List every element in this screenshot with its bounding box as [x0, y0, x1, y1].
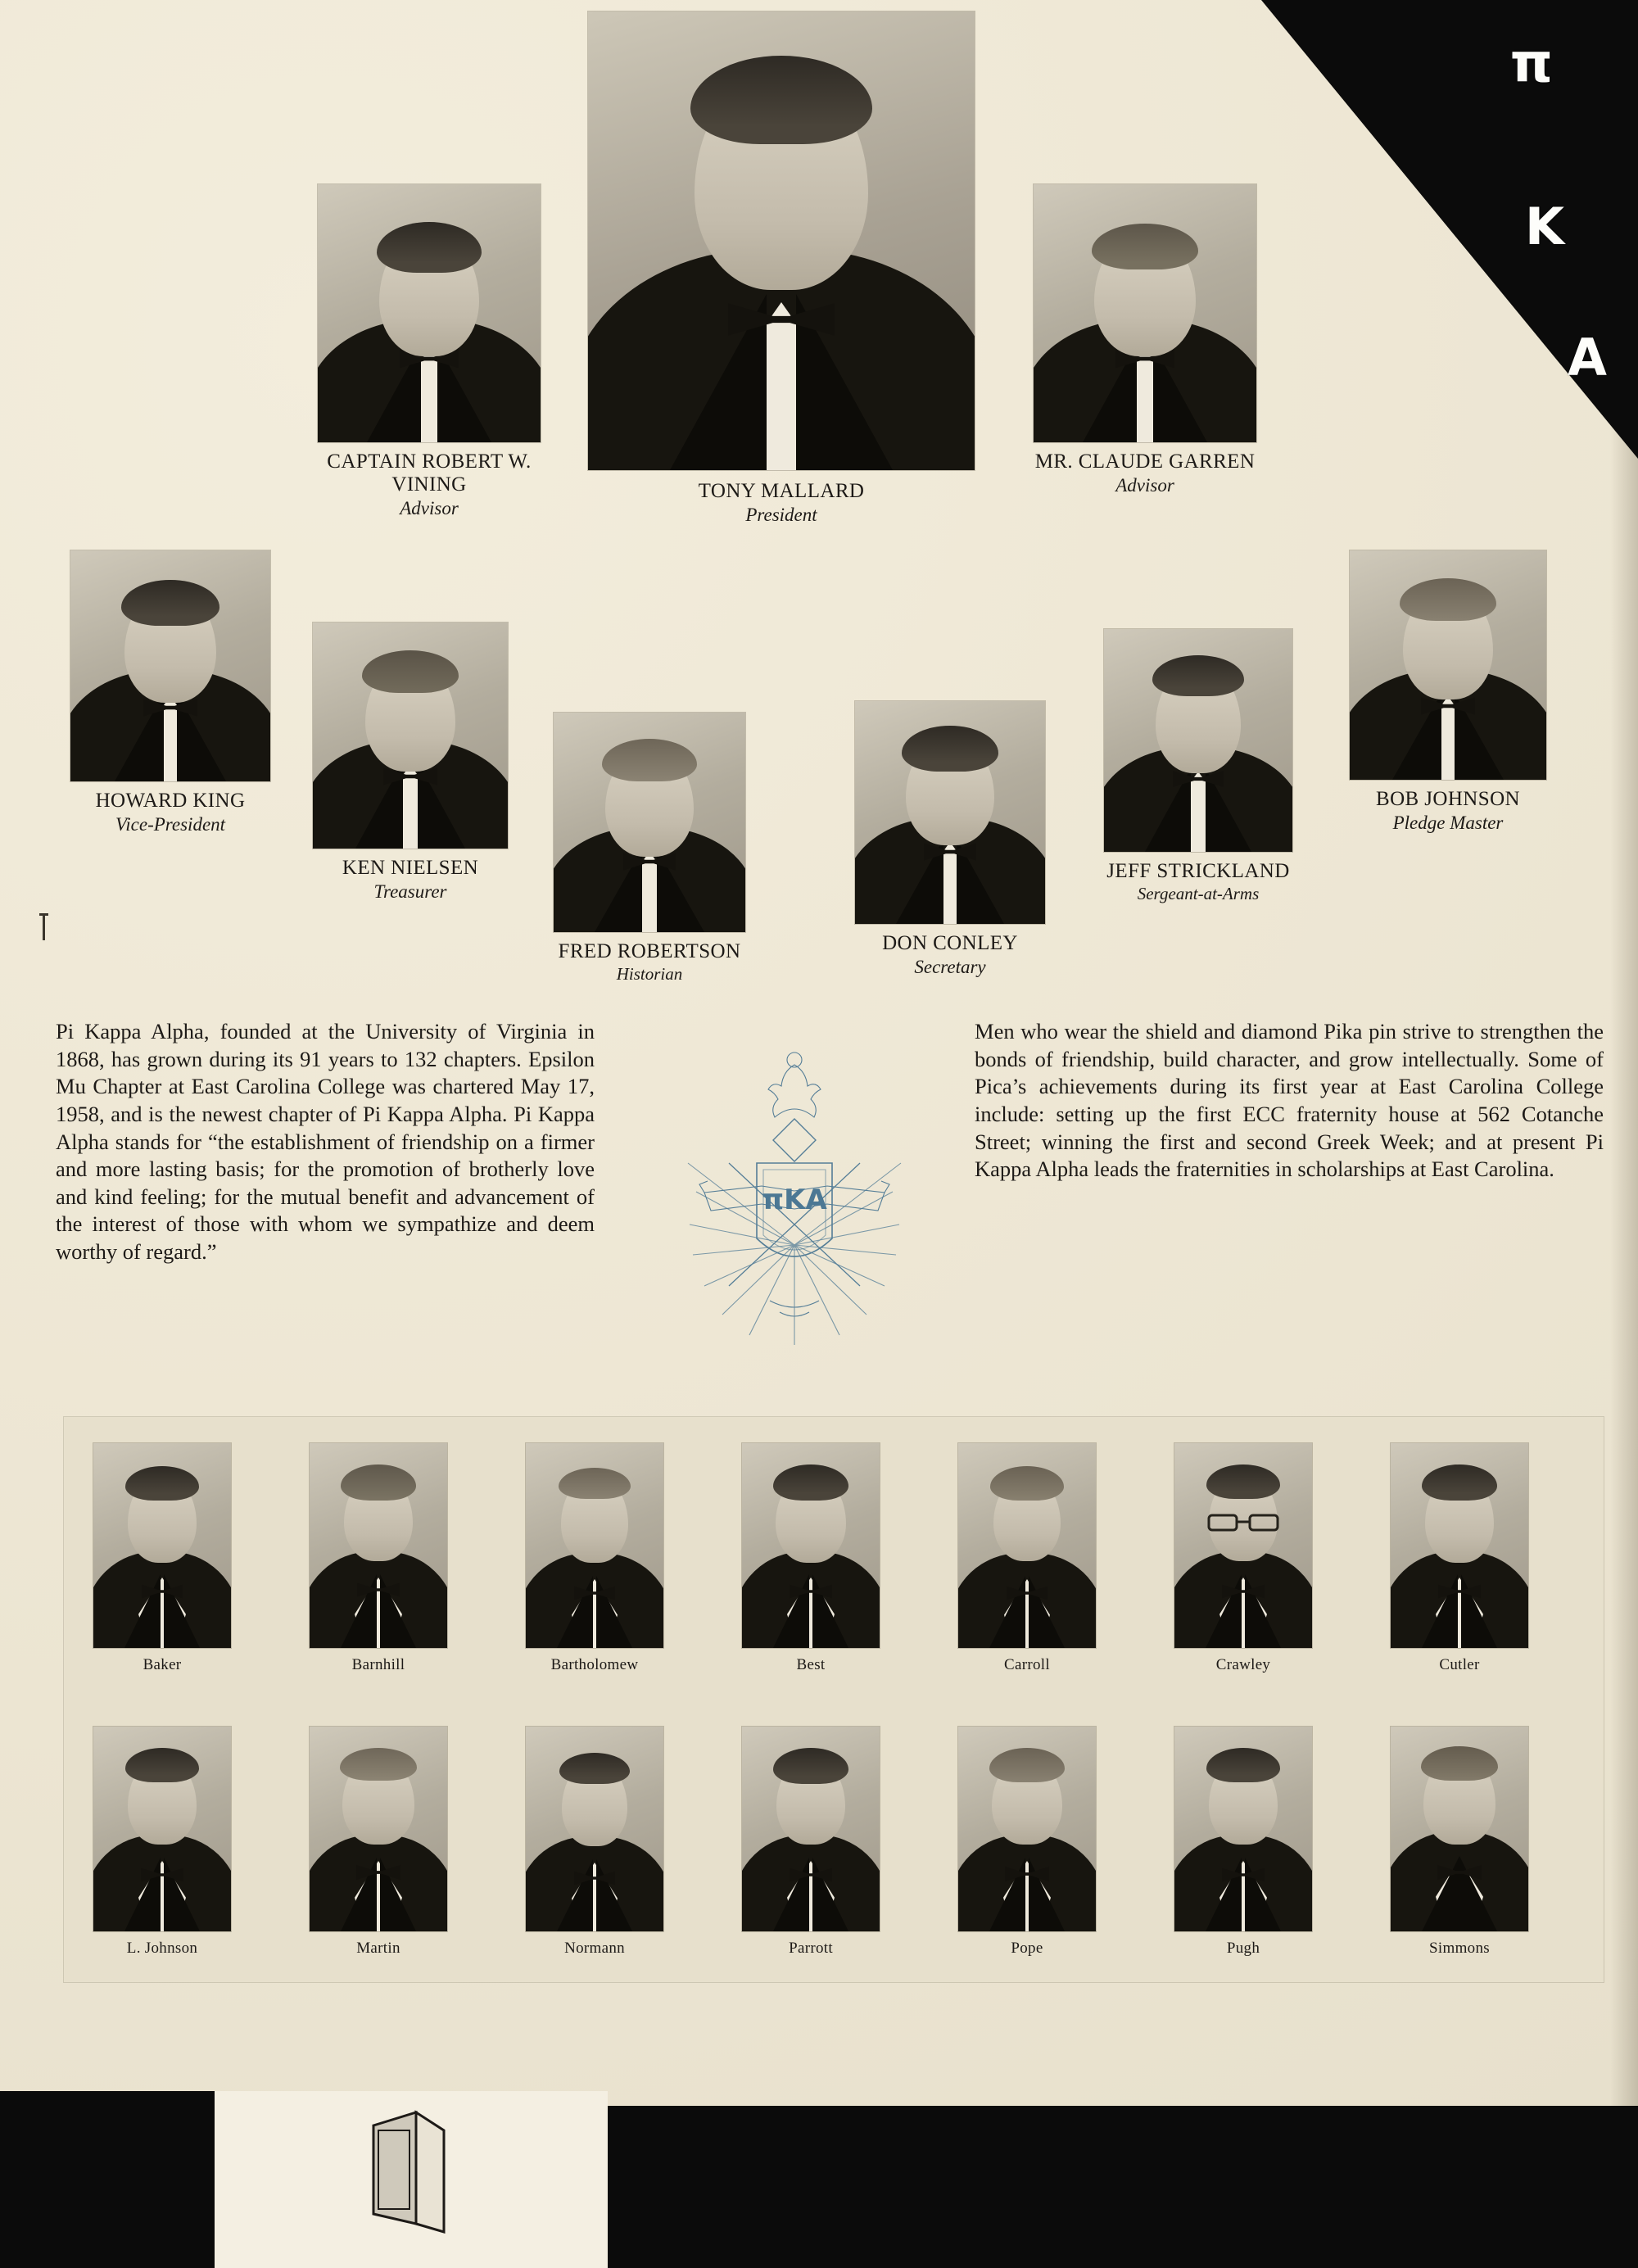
- officer-role: Advisor: [400, 498, 459, 518]
- officer-caption-conley: [855, 932, 1045, 978]
- page-register-mark: [43, 916, 45, 940]
- officer-photo-vining: [318, 184, 541, 442]
- member-cell-crawley: [1174, 1443, 1312, 1674]
- officer-name: TONY MALLARD: [698, 480, 865, 502]
- officer-card-johnson: [1350, 550, 1546, 834]
- officer-card-mallard: [588, 11, 975, 526]
- officer-caption-mallard: [588, 480, 975, 526]
- member-photo: [1391, 1443, 1528, 1648]
- members-photo-grid: [64, 1417, 1604, 1982]
- member-name: Bartholomew: [550, 1656, 639, 1673]
- member-cell-bartholomew: [526, 1443, 663, 1674]
- greek-letter-kappa: K: [1524, 197, 1564, 256]
- member-cell-normann: [526, 1727, 663, 1958]
- bottom-left-black-bar: [0, 2091, 215, 2268]
- member-cell-pugh: [1174, 1727, 1312, 1958]
- officer-name: HOWARD KING: [95, 790, 246, 812]
- member-name: Baker: [143, 1656, 182, 1673]
- member-name: Martin: [356, 1940, 400, 1957]
- officer-caption-king: [70, 790, 270, 835]
- crest-letters: πKA: [762, 1184, 827, 1216]
- officer-photo-strickland: [1104, 629, 1292, 852]
- member-cell-carroll: [958, 1443, 1096, 1674]
- member-photo: [93, 1443, 231, 1648]
- member-photo: [310, 1727, 447, 1931]
- officer-photo-johnson: [1350, 550, 1546, 780]
- member-photo: [1174, 1727, 1312, 1931]
- fraternity-crest: [672, 1040, 917, 1351]
- officer-name: CAPTAIN ROBERT W. VINING: [327, 450, 532, 496]
- officer-role: Historian: [616, 964, 683, 984]
- officer-role: Secretary: [914, 957, 986, 977]
- portrait-illustration: [1034, 184, 1256, 442]
- officer-role: President: [745, 505, 817, 525]
- member-cell-baker: [93, 1443, 231, 1674]
- officer-photo-garren: [1034, 184, 1256, 442]
- open-door-icon: [359, 2109, 457, 2239]
- officer-photo-king: [70, 550, 270, 781]
- member-cell-parrott: [742, 1727, 880, 1958]
- member-name: Parrott: [789, 1940, 833, 1957]
- member-cell-pope: [958, 1727, 1096, 1958]
- portrait-illustration: [588, 11, 975, 470]
- officer-card-nielsen: [313, 622, 508, 903]
- member-photo: [1391, 1727, 1528, 1931]
- member-cell-best: [742, 1443, 880, 1674]
- member-cell-barnhill: [310, 1443, 447, 1674]
- officer-role: Treasurer: [373, 881, 447, 902]
- member-name: Crawley: [1215, 1656, 1271, 1673]
- portrait-illustration: [1104, 629, 1292, 852]
- portrait-illustration: [70, 550, 270, 781]
- member-photo: [93, 1727, 231, 1931]
- member-photo: [526, 1443, 663, 1648]
- member-cell-l-johnson: [93, 1727, 231, 1958]
- greek-letter-alpha: A: [1568, 328, 1607, 387]
- bottom-black-bar: [608, 2106, 1638, 2268]
- officer-card-conley: [855, 701, 1045, 978]
- officer-role: Pledge Master: [1392, 813, 1504, 833]
- officer-name: DON CONLEY: [882, 932, 1018, 954]
- portrait-illustration: [318, 184, 541, 442]
- officer-name: FRED ROBERTSON: [558, 940, 741, 962]
- member-photo: [958, 1727, 1096, 1931]
- member-cell-cutler: [1391, 1443, 1528, 1674]
- member-name: Barnhill: [351, 1656, 405, 1673]
- officer-caption-robertson: [554, 940, 745, 985]
- member-photo: [526, 1727, 663, 1931]
- officer-card-garren: [1034, 184, 1256, 496]
- member-photo: [310, 1443, 447, 1648]
- member-photo: [1174, 1443, 1312, 1648]
- officer-card-vining: [318, 184, 541, 519]
- officer-caption-johnson: [1350, 788, 1546, 834]
- portrait-illustration: [313, 622, 508, 849]
- member-cell-simmons: [1391, 1727, 1528, 1958]
- officer-caption-vining: [318, 450, 541, 519]
- history-paragraph-right: Men who wear the shield and diamond Pika pin strive to strengthen the bonds of friendship, build character, and grow intellectually. Some of Pica’s achievements during its first year at East Carolina College include: setting up the first ECC fraternity house at 562 Cotanche Street; winning the first and second Greek Week; and at present Pi Kappa Alpha leads the fraternities in scholarships at East Carolina.: [975, 1019, 1604, 1182]
- member-name: Carroll: [1004, 1656, 1050, 1673]
- member-photo: [742, 1443, 880, 1648]
- history-paragraph-left: Pi Kappa Alpha, founded at the University of Virginia in 1868, has grown during its 91 years to 132 chapters. Epsilon Mu Chapter at East Carolina College was chartered May 17, 1958, and is the newest chapter of Pi Kappa Alpha. Pi Kappa Alpha stands for “the establishment of friendship on a firmer and more lasting basis; for the promotion of brotherly love and kind feeling; for the mutual benefit and advancement of the interest of those with whom we sympathize and deem worthy of regard.”: [56, 1019, 595, 1265]
- officer-photo-conley: [855, 701, 1045, 924]
- member-photo: [958, 1443, 1096, 1648]
- officer-photo-mallard: [588, 11, 975, 470]
- member-name: Pope: [1011, 1940, 1043, 1957]
- officer-caption-garren: [1034, 450, 1256, 496]
- officer-name: JEFF STRICKLAND: [1106, 860, 1290, 882]
- portrait-illustration: [855, 701, 1045, 924]
- eyeglasses-icon: [1204, 1512, 1283, 1533]
- member-photo: [742, 1727, 880, 1931]
- fraternity-letter-banner: [1261, 0, 1638, 459]
- officer-photo-nielsen: [313, 622, 508, 849]
- officer-name: KEN NIELSEN: [342, 857, 479, 879]
- officer-caption-strickland: [1104, 860, 1292, 904]
- officer-role: Sergeant-at-Arms: [1137, 884, 1260, 903]
- member-name: Pugh: [1226, 1940, 1260, 1957]
- officer-card-robertson: [554, 713, 745, 985]
- portrait-illustration: [1350, 550, 1546, 780]
- officer-caption-nielsen: [313, 857, 508, 903]
- member-name: Normann: [564, 1940, 625, 1957]
- officer-card-king: [70, 550, 270, 835]
- member-name: Cutler: [1439, 1656, 1480, 1673]
- officer-name: MR. CLAUDE GARREN: [1034, 450, 1256, 473]
- officer-card-strickland: [1104, 629, 1292, 904]
- officer-photo-robertson: [554, 713, 745, 932]
- member-name: Best: [796, 1656, 826, 1673]
- greek-letter-pi: π: [1509, 31, 1553, 94]
- member-cell-martin: [310, 1727, 447, 1958]
- officer-role: Vice-President: [115, 814, 226, 835]
- member-name: Simmons: [1429, 1940, 1490, 1957]
- member-name: L. Johnson: [126, 1940, 198, 1957]
- officer-name: BOB JOHNSON: [1376, 788, 1520, 810]
- portrait-illustration: [554, 713, 745, 932]
- officer-role: Advisor: [1115, 475, 1174, 496]
